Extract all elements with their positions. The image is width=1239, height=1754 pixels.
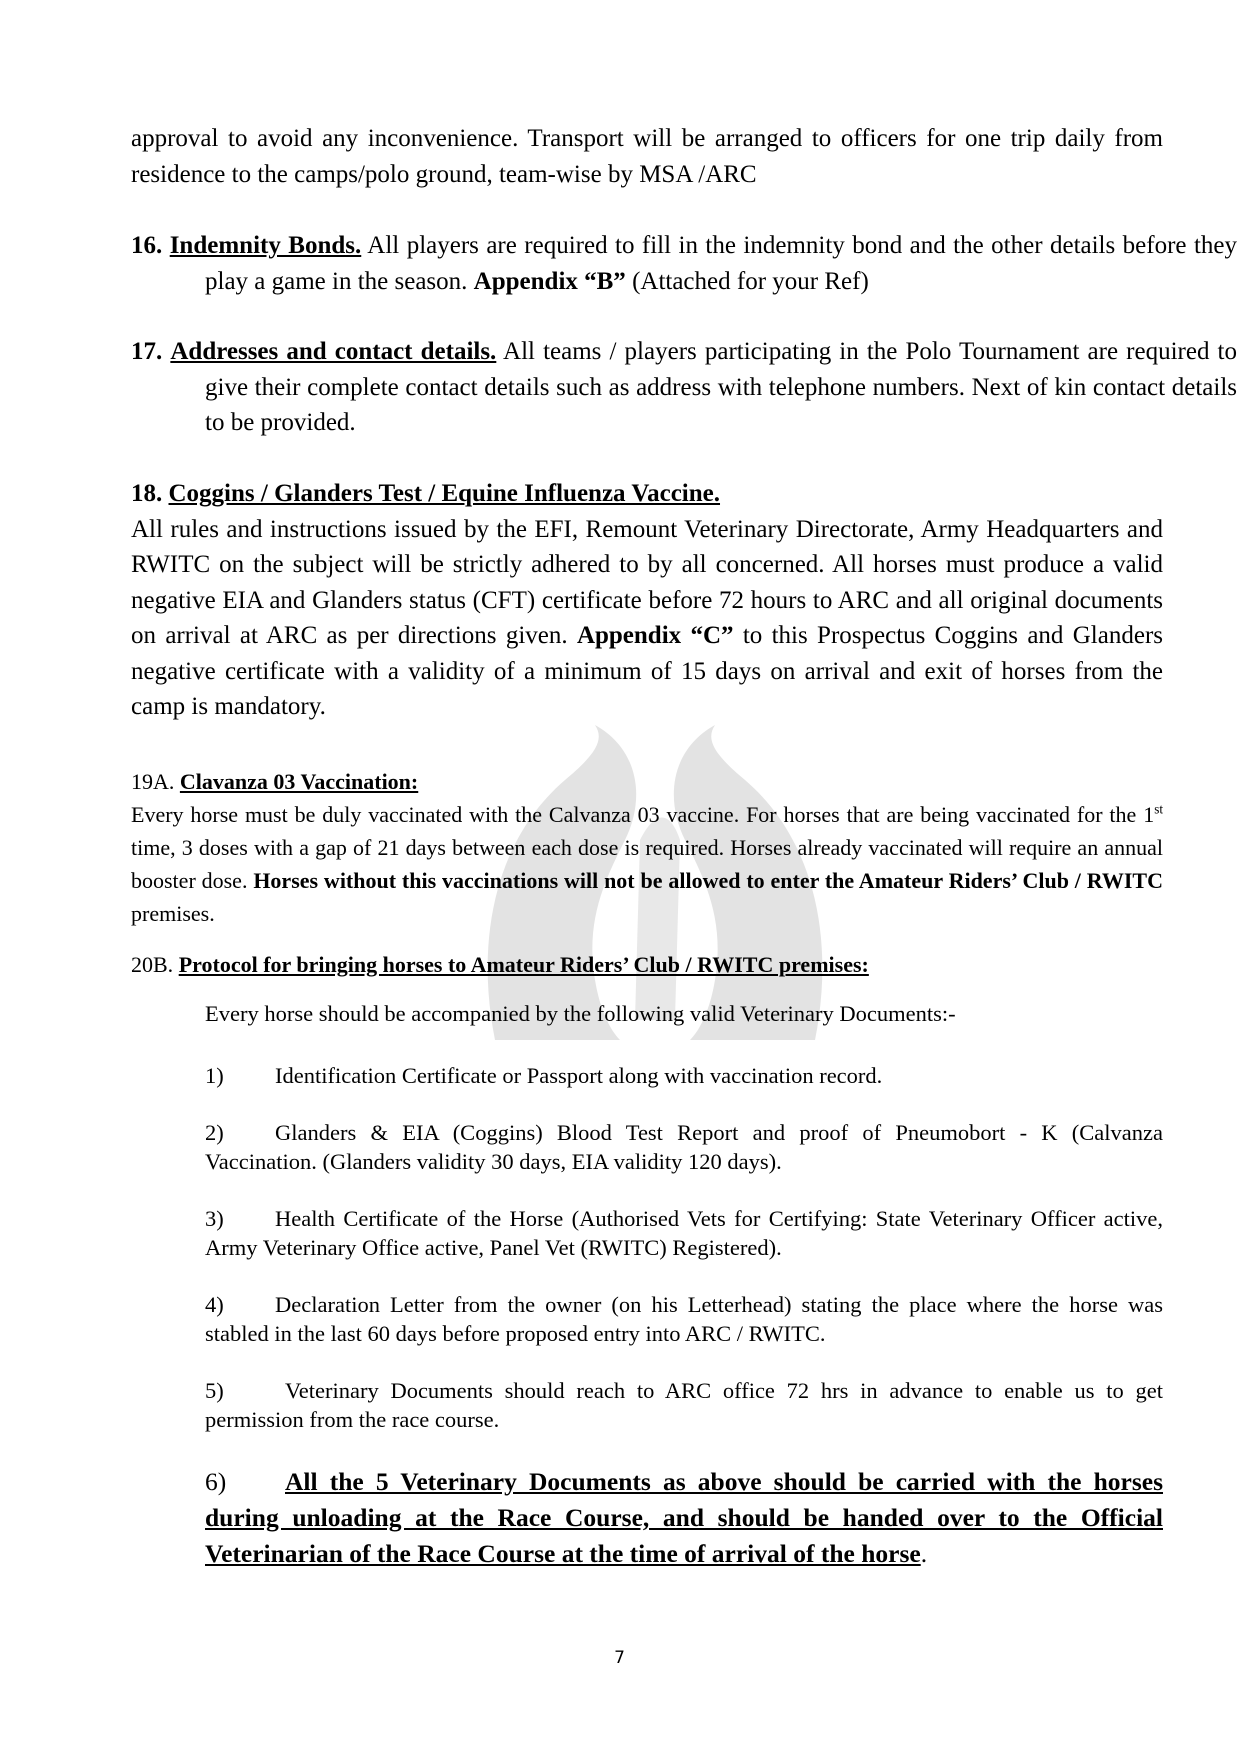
section-text: All rules and instructions issued by the EFI, Remount Veterinary Directorate, Army Headquarters and RWITC on the subject will be strictly adhered to by all concerned. All horses must produce a valid negative EIA and Glanders status (CFT) certificate before 72 hours to ARC and all original documents on arrival at ARC as per directions given. <box>131 515 1163 649</box>
section-text: Every horse must be duly vaccinated with the Calvanza 03 vaccine. For horses that are being vaccinated for the 1 <box>131 802 1155 827</box>
section-number: 20B. <box>131 952 174 977</box>
section-tail: to this Prospectus Coggins and Glanders negative certificate with a validity of a minimum of 15 days on arrival and exit of horses from the camp is mandatory. <box>131 622 1163 720</box>
item-number: 4) <box>205 1292 224 1317</box>
list-item <box>205 1119 1163 1176</box>
section-19a <box>131 765 1163 930</box>
section-tail: (Attached for your Ref) <box>625 267 869 295</box>
item-text: All the 5 Veterinary Documents as above should be carried with the horses during unloading at the Race Course, and should be handed over to the Official Veterinarian of the Race Course at the time of arrival of the horse <box>205 1467 1163 1568</box>
intro-text: approval to avoid any inconvenience. Transport will be arranged to officers for one trip daily from residence to the camps/polo ground, team-wise by MSA /ARC <box>131 125 1163 188</box>
section-number: 19A. <box>131 769 175 794</box>
item-text: Veterinary Documents should reach to ARC office 72 hrs in advance to enable us to get permission from the race course. <box>205 1378 1163 1432</box>
list-item <box>205 1377 1163 1434</box>
lead-text: Every horse should be accompanied by the following valid Veterinary Documents:- <box>205 1001 956 1026</box>
section-tail: premises. <box>131 901 215 926</box>
section-number: 16. <box>131 232 163 259</box>
item-tail: . <box>920 1539 928 1568</box>
section-20b-lead <box>205 1000 1163 1029</box>
item-number: 6) <box>205 1467 227 1496</box>
section-heading: Clavanza 03 Vaccination: <box>179 769 419 794</box>
section-number: 17. <box>131 338 163 365</box>
ordinal-superscript: st <box>1154 801 1163 817</box>
appendix-reference: Appendix “C” <box>576 622 734 649</box>
section-18 <box>131 476 1163 725</box>
section-bold-text: Horses without this vaccinations will not be allowed to enter the Amateur Riders’ Club / RWITC <box>253 868 1163 893</box>
section-20b-heading <box>131 950 1163 979</box>
section-heading: Coggins / Glanders Test / Equine Influenza Vaccine. <box>168 480 721 507</box>
section-heading: Indemnity Bonds. <box>169 232 362 259</box>
item-text: Glanders & EIA (Coggins) Blood Test Report and proof of Pneumobort - K (Calvanza Vaccination. (Glanders validity 30 days, EIA validity 120 days). <box>205 1120 1163 1174</box>
section-number: 18. <box>131 480 163 507</box>
item-number: 2) <box>205 1120 224 1145</box>
section-heading: Protocol for bringing horses to Amateur Riders’ Club / RWITC premises: <box>178 952 869 977</box>
item-text: Identification Certificate or Passport along with vaccination record. <box>275 1063 883 1088</box>
list-item <box>205 1062 1163 1091</box>
section-16 <box>131 228 1237 299</box>
section-17 <box>131 334 1237 441</box>
list-item <box>205 1205 1163 1262</box>
list-item-6 <box>205 1464 1163 1572</box>
section-heading: Addresses and contact details. <box>170 338 497 365</box>
appendix-reference: Appendix “B” <box>473 267 626 295</box>
item-number: 3) <box>205 1206 224 1231</box>
item-number: 1) <box>205 1063 224 1088</box>
section-text: All players are required to fill in the indemnity bond and the other details before they play a game in the season. <box>205 232 1237 295</box>
intro-paragraph <box>131 121 1163 192</box>
page-number: 7 <box>614 1648 625 1668</box>
item-number: 5) <box>205 1378 224 1403</box>
item-text: Declaration Letter from the owner (on his Letterhead) stating the place where the horse was stabled in the last 60 days before proposed entry into ARC / RWITC. <box>205 1292 1163 1346</box>
list-item <box>205 1291 1163 1348</box>
section-text: All teams / players participating in the Polo Tournament are required to give their complete contact details such as address with telephone numbers. Next of kin contact details to be provided. <box>205 338 1237 436</box>
item-text: Health Certificate of the Horse (Authorised Vets for Certifying: State Veterinary Officer active, Army Veterinary Office active, Panel Vet (RWITC) Registered). <box>205 1206 1163 1260</box>
section-text-2: time, 3 doses with a gap of 21 days between each dose is required. Horses already vaccinated will require an annual booster dose. <box>131 835 1163 893</box>
